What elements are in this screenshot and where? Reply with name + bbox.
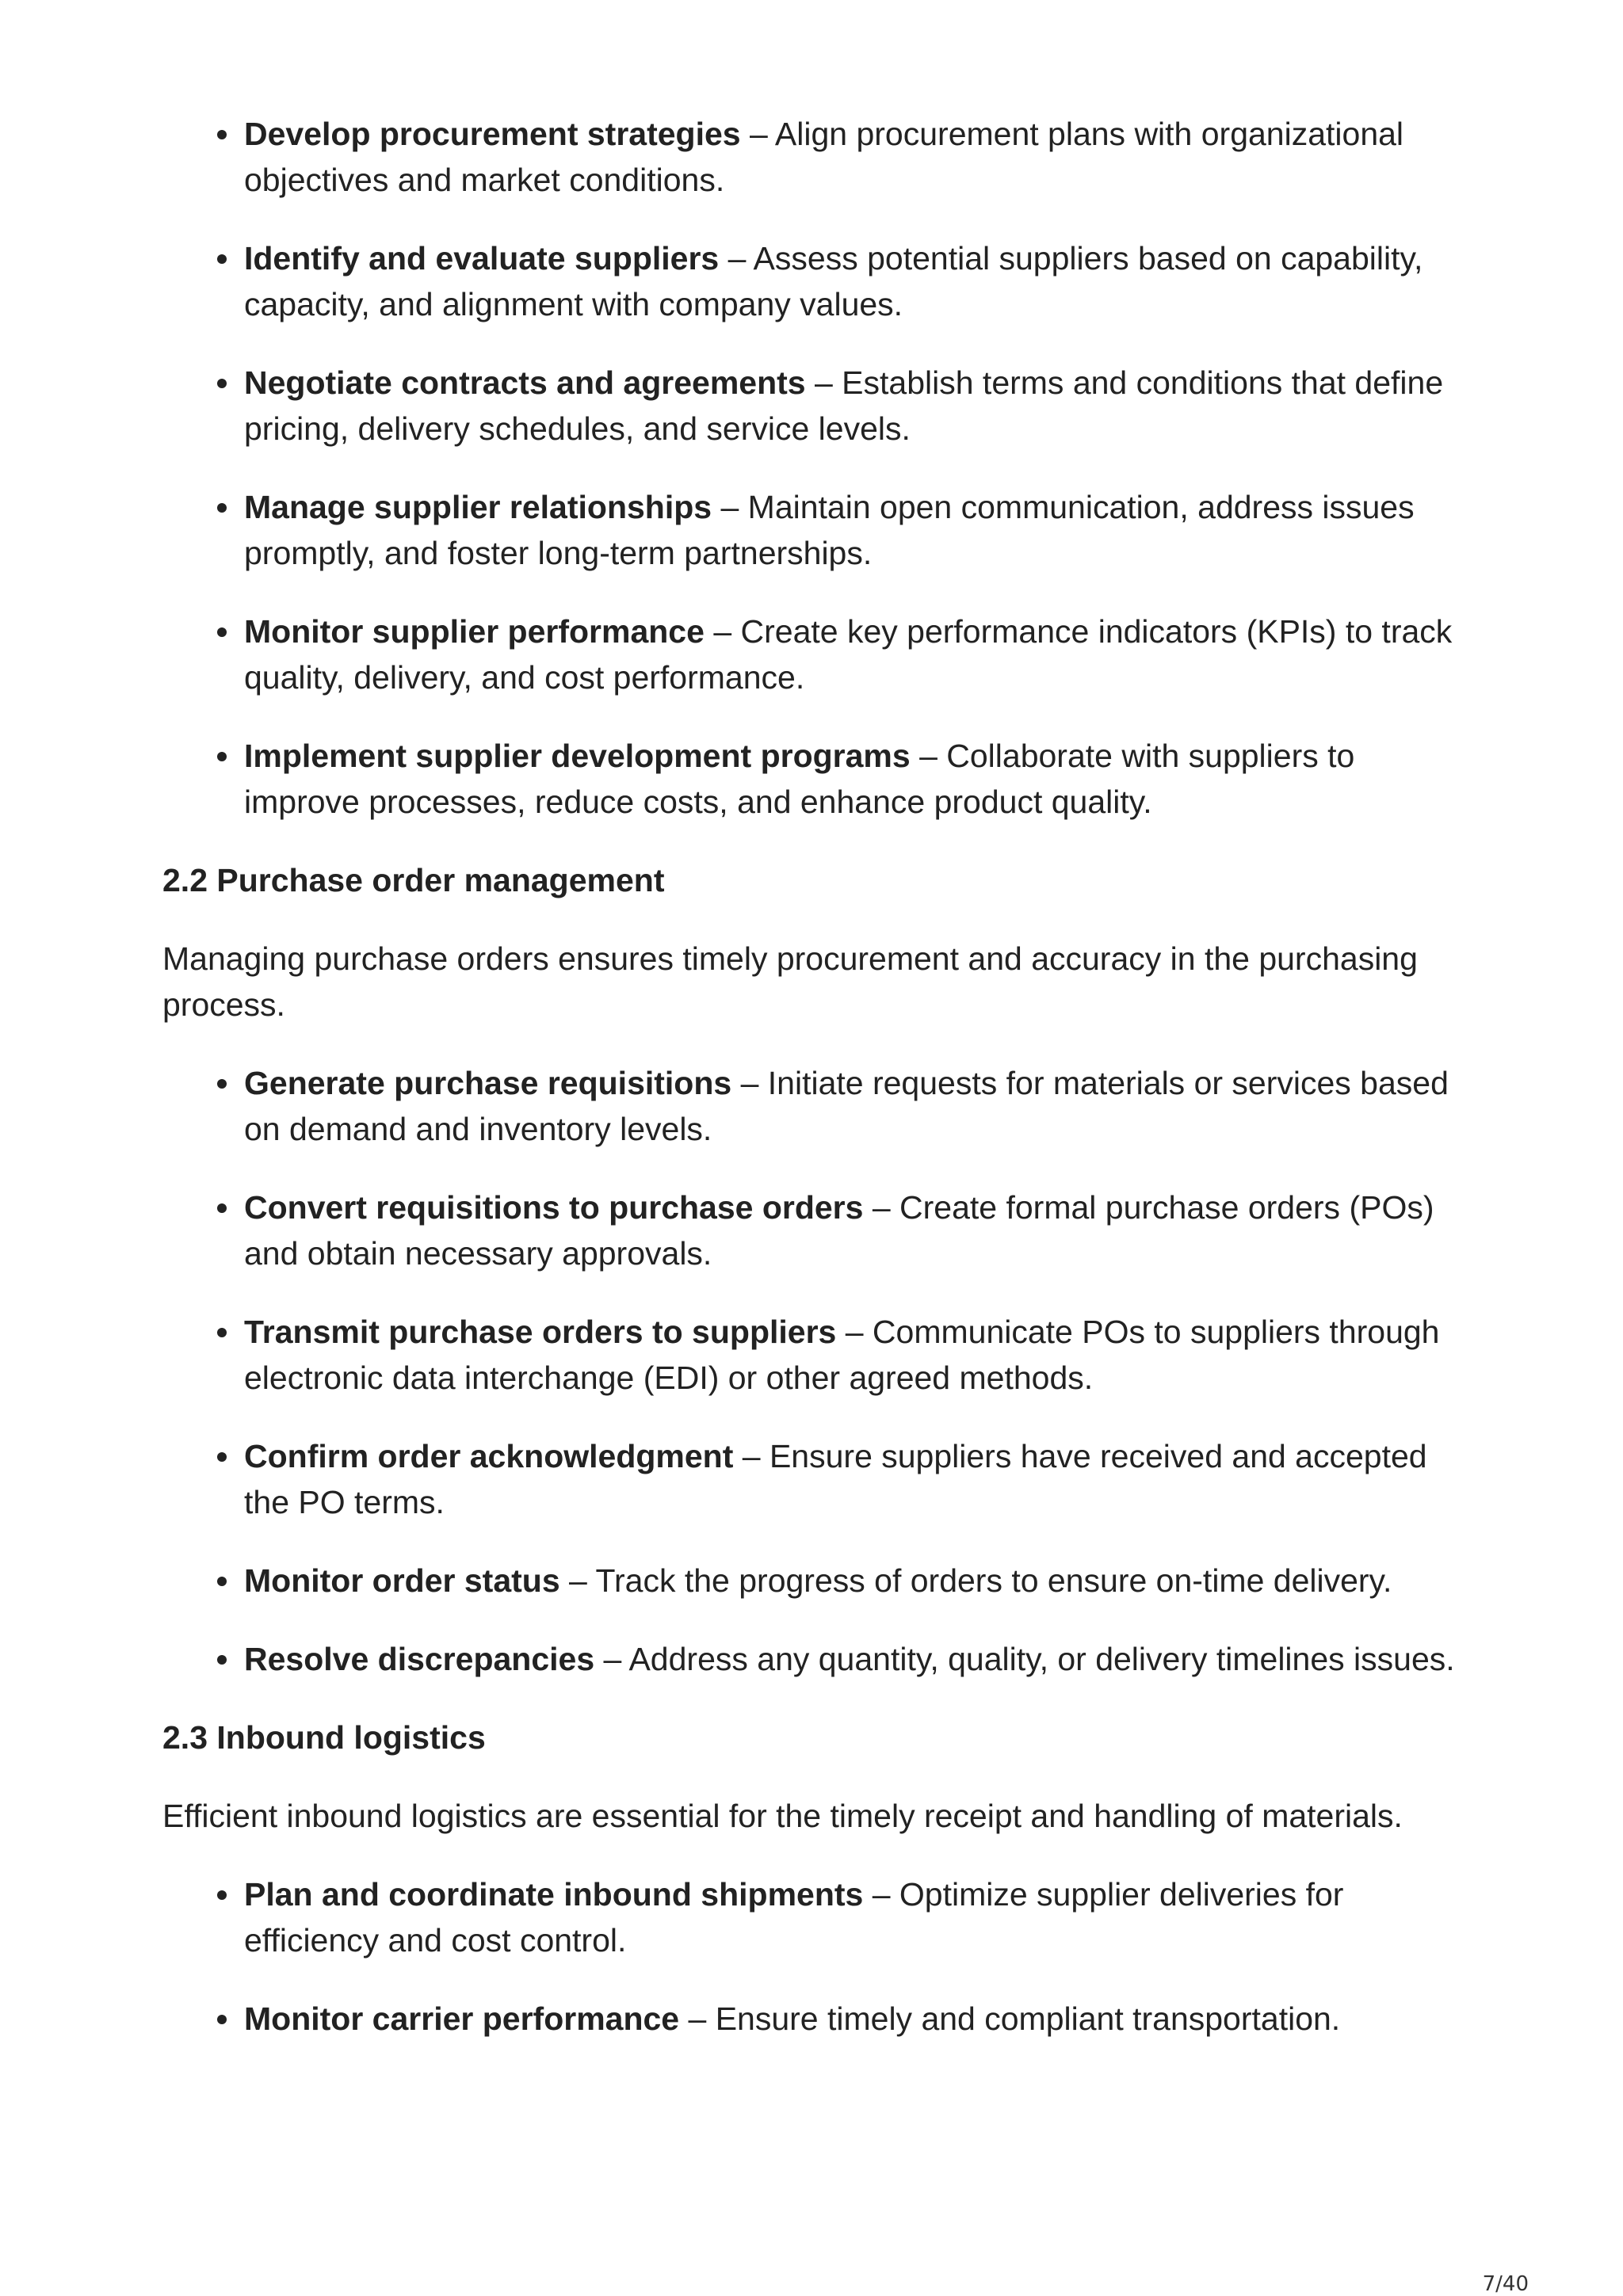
- list-item-term: Monitor supplier performance: [244, 613, 705, 650]
- bullet-icon: [217, 2015, 227, 2024]
- list-item: [244, 733, 1478, 825]
- bullet-list: [162, 1871, 1478, 2042]
- list-item-description: – Initiate requests for materials or services based on demand and inventory levels.: [244, 1065, 1449, 1147]
- list-item-term: Convert requisitions to purchase orders: [244, 1189, 864, 1226]
- list-item-description: – Track the progress of orders to ensure on-time delivery.: [559, 1562, 1392, 1599]
- list-item-term: Negotiate contracts and agreements: [244, 364, 806, 401]
- bullet-icon: [217, 1328, 227, 1337]
- list-item-term: Identify and evaluate suppliers: [244, 240, 720, 277]
- bullet-icon: [217, 379, 227, 388]
- bullet-icon: [217, 1655, 227, 1665]
- list-item: [244, 1309, 1478, 1401]
- list-item: [244, 1060, 1478, 1152]
- list-item: [244, 1558, 1478, 1604]
- list-item-description: – Assess potential suppliers based on capability, capacity, and alignment with company values.: [244, 240, 1423, 322]
- page-number: 7/40: [1482, 2272, 1529, 2296]
- list-item-description: – Optimize supplier deliveries for efficiency and cost control.: [244, 1876, 1344, 1958]
- list-item-term: Develop procurement strategies: [244, 116, 741, 152]
- paragraph: Efficient inbound logistics are essential for the timely receipt and handling of materials.: [162, 1798, 1403, 1834]
- bullet-icon: [217, 1890, 227, 1900]
- list-item: [244, 235, 1478, 327]
- bullet-list: [162, 111, 1478, 825]
- bullet-icon: [217, 627, 227, 637]
- bullet-icon: [217, 254, 227, 264]
- list-item-term: Monitor order status: [244, 1562, 560, 1599]
- list-item-term: Confirm order acknowledgment: [244, 1438, 734, 1474]
- bullet-icon: [217, 1203, 227, 1213]
- paragraph: Managing purchase orders ensures timely procurement and accuracy in the purchasing process.: [162, 940, 1418, 1023]
- list-item-description: – Communicate POs to suppliers through electronic data interchange (EDI) or other agreed methods.: [244, 1314, 1440, 1396]
- list-item-description: – Maintain open communication, address issues promptly, and foster long-term partnerships.: [244, 489, 1415, 571]
- bullet-list: [162, 1060, 1478, 1682]
- list-item-description: – Ensure timely and compliant transportation.: [679, 2000, 1341, 2037]
- list-item-term: Manage supplier relationships: [244, 489, 712, 525]
- list-item: [244, 608, 1478, 700]
- list-item-term: Plan and coordinate inbound shipments: [244, 1876, 864, 1913]
- bullet-icon: [217, 1079, 227, 1089]
- list-item-description: – Ensure suppliers have received and accepted the PO terms.: [244, 1438, 1427, 1520]
- list-item-description: – Create key performance indicators (KPIs) to track quality, delivery, and cost performance.: [244, 613, 1453, 696]
- list-item: [244, 484, 1478, 576]
- list-item-description: – Create formal purchase orders (POs) and obtain necessary approvals.: [244, 1189, 1434, 1272]
- list-item: [244, 1871, 1478, 1963]
- list-item: [244, 360, 1478, 452]
- list-item: [244, 1433, 1478, 1525]
- list-item-term: Generate purchase requisitions: [244, 1065, 732, 1101]
- bullet-icon: [217, 752, 227, 761]
- document-page: [162, 111, 1478, 2074]
- list-item: [244, 1996, 1478, 2042]
- bullet-icon: [217, 503, 227, 513]
- list-item-term: Transmit purchase orders to suppliers: [244, 1314, 837, 1350]
- bullet-icon: [217, 1577, 227, 1586]
- bullet-icon: [217, 1452, 227, 1462]
- list-item: [244, 111, 1478, 203]
- list-item-description: – Align procurement plans with organizational objectives and market conditions.: [244, 116, 1404, 198]
- list-item-term: Monitor carrier performance: [244, 2000, 680, 2037]
- bullet-icon: [217, 130, 227, 139]
- list-item-description: – Collaborate with suppliers to improve processes, reduce costs, and enhance product quality.: [244, 738, 1355, 820]
- section-heading: 2.2 Purchase order management: [162, 862, 665, 898]
- list-item: [244, 1184, 1478, 1276]
- list-item: [244, 1636, 1478, 1682]
- list-item-term: Resolve discrepancies: [244, 1641, 595, 1677]
- section-heading: 2.3 Inbound logistics: [162, 1719, 486, 1756]
- list-item-term: Implement supplier development programs: [244, 738, 911, 774]
- list-item-description: – Establish terms and conditions that define pricing, delivery schedules, and service levels.: [244, 364, 1444, 447]
- list-item-description: – Address any quantity, quality, or delivery timelines issues.: [594, 1641, 1455, 1677]
